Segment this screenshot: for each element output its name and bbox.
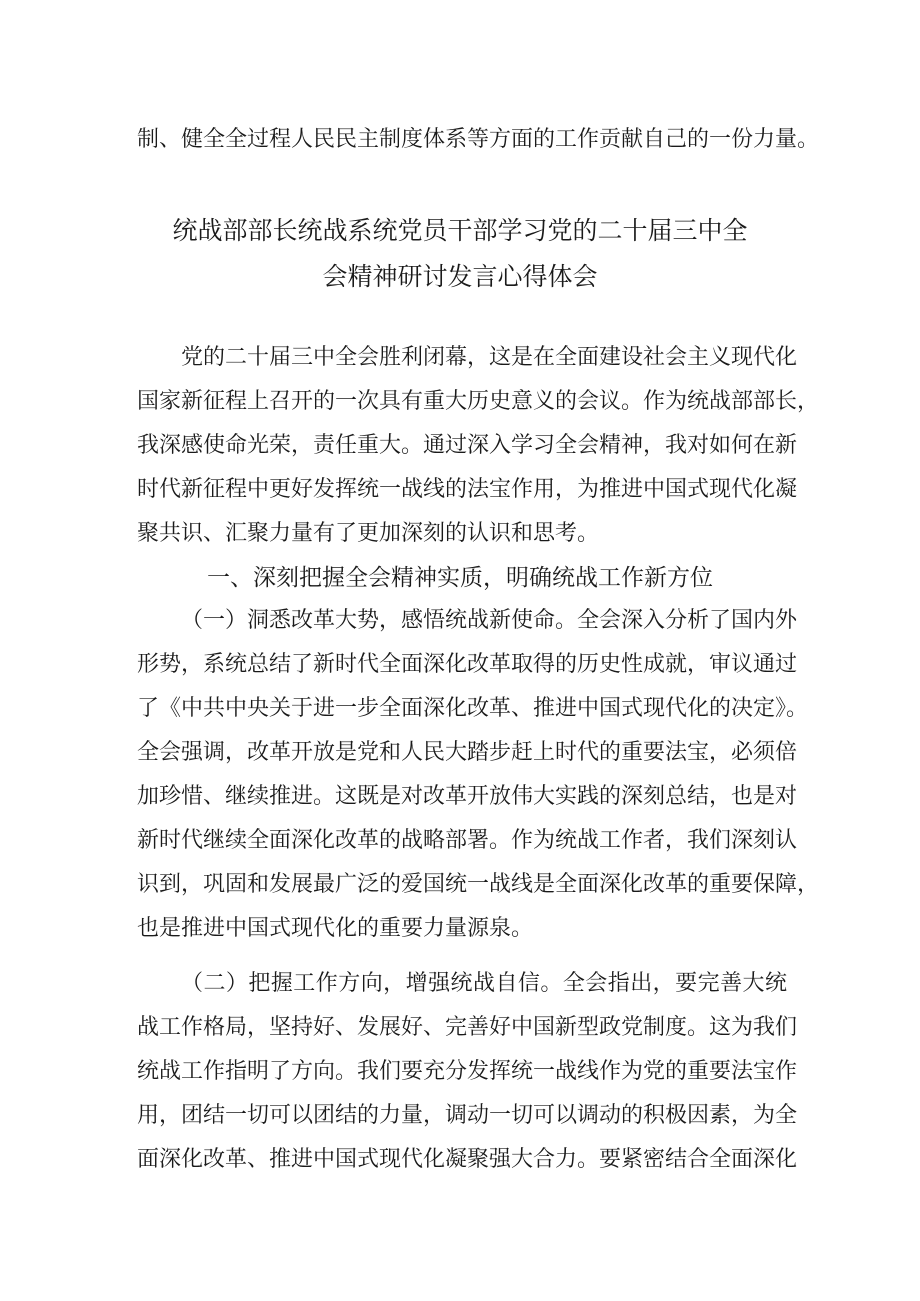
section-1-heading: 一、深刻把握全会精神实质，明确统战工作新方位: [207, 565, 713, 591]
intro-line-2: 国家新征程上召开的一次具有重大历史意义的会议。作为统战部部长，: [137, 389, 820, 414]
intro-line-1: 党的二十届三中全会胜利闭幕，这是在全面建设社会主义现代化: [181, 345, 798, 370]
para-2-line-4: 用，团结一切可以团结的力量，调动一切可以调动的积极因素，为全: [137, 1103, 798, 1128]
intro-line-5: 聚共识、汇聚力量有了更加深刻的认识和思考。: [137, 521, 600, 546]
carryover-paragraph-line: 制、健全全过程人民民主制度体系等方面的工作贡献自己的一份力量。: [137, 127, 820, 152]
para-1-line-8: 也是推进中国式现代化的重要力量源泉。: [137, 916, 534, 941]
para-2-line-2: 战工作格局，坚持好、发展好、完善好中国新型政党制度。这为我们: [137, 1015, 798, 1040]
para-1-line-1: （一）洞悉改革大势，感悟统战新使命。全会深入分析了国内外: [181, 608, 798, 633]
intro-line-4: 时代新征程中更好发挥统一战线的法宝作用，为推进中国式现代化凝: [137, 477, 798, 502]
document-title-line-2: 会精神研讨发言心得体会: [322, 262, 598, 291]
document-title-line-1: 统战部部长统战系统党员干部学习党的二十届三中全: [172, 216, 748, 245]
para-1-line-6: 新时代继续全面深化改革的战略部署。作为统战工作者，我们深刻认: [137, 828, 798, 853]
intro-line-3: 我深感使命光荣，责任重大。通过深入学习全会精神，我对如何在新: [137, 433, 798, 458]
para-1-line-2: 形势，系统总结了新时代全面深化改革取得的历史性成就，审议通过: [137, 652, 798, 677]
para-1-line-3: 了《中共中央关于进一步全面深化改革、推进中国式现代化的决定》。: [137, 696, 809, 721]
para-1-line-7: 识到，巩固和发展最广泛的爱国统一战线是全面深化改革的重要保障，: [137, 872, 820, 897]
para-2-line-1: （二）把握工作方向，增强统战自信。全会指出，要完善大统: [181, 971, 787, 996]
para-1-line-5: 加珍惜、继续推进。这既是对改革开放伟大实践的深刻总结，也是对: [137, 784, 798, 809]
para-1-line-4: 全会强调，改革开放是党和人民大踏步赶上时代的重要法宝，必须倍: [137, 740, 798, 765]
para-2-line-3: 统战工作指明了方向。我们要充分发挥统一战线作为党的重要法宝作: [137, 1059, 798, 1084]
para-2-line-5: 面深化改革、推进中国式现代化凝聚强大合力。要紧密结合全面深化: [137, 1147, 798, 1172]
